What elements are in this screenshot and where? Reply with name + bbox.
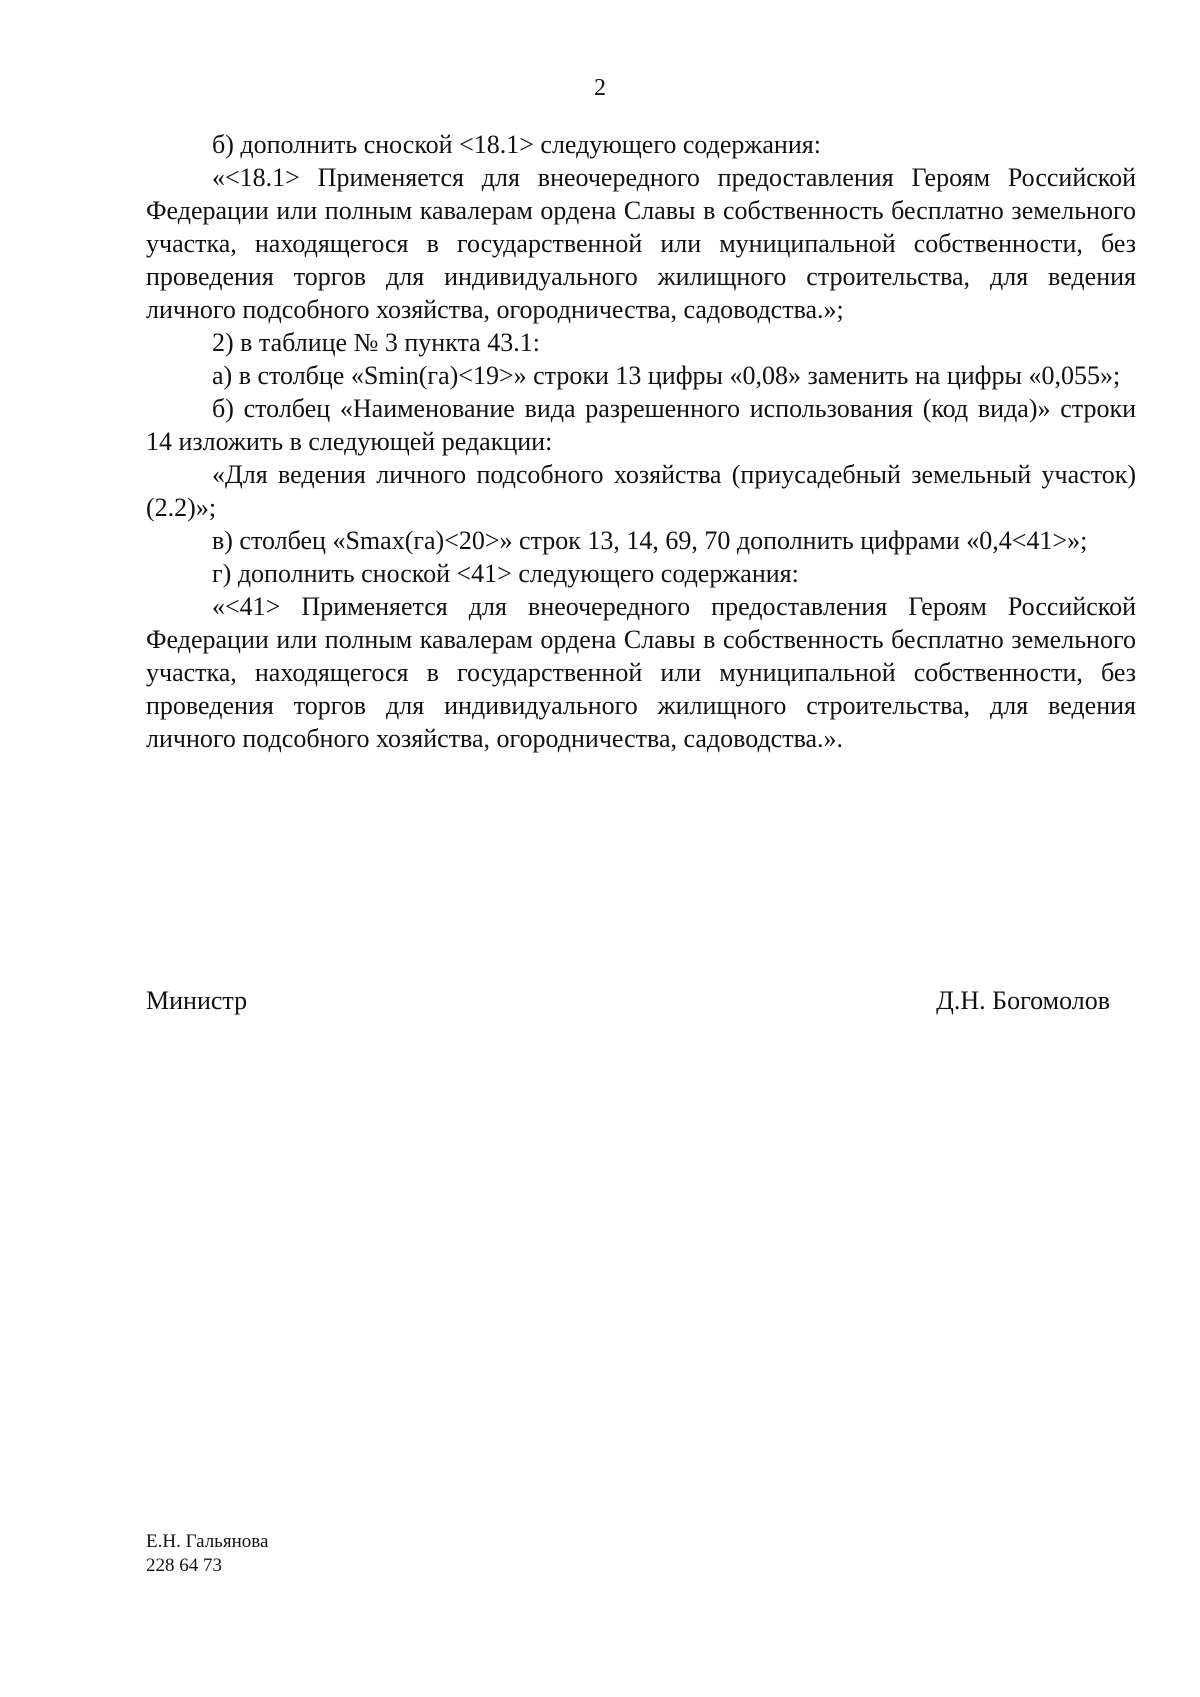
signatory-name: Д.Н. Богомолов	[936, 986, 1110, 1015]
paragraph-amendment-a-smin: а) в столбце «Smin(га)<19>» строки 13 цифры «0,08» заменить на цифры «0,055»;	[212, 361, 1121, 390]
paragraph-amendment-v-smax: в) столбец «Smax(га)<20>» строк 13, 14, 69, 70 дополнить цифрами «0,4<41>»;	[212, 526, 1088, 555]
paragraph-amendment-b-footnote: б) дополнить сноской <18.1> следующего содержания:	[212, 130, 821, 159]
executor-block	[146, 1530, 268, 1578]
signature-block	[146, 984, 1110, 1018]
paragraph-footnote-41: «<41> Применяется для внеочередного предоставления Героям Российской Федерации или полным кавалерам ордена Славы в собственность бесплатно земельного участка, находящегося в государственной или муниципальной собственности, без проведения торгов для индивидуального жилищного строительства, для ведения личного подсобного хозяйства, огородничества, садоводства.».	[146, 592, 1136, 753]
executor-name: Е.Н. Гальянова	[146, 1531, 269, 1552]
signatory-position: Министр	[146, 986, 248, 1015]
executor-phone: 228 64 73	[146, 1555, 222, 1576]
paragraph-amendment-b-column-name: б) столбец «Наименование вида разрешенного использования (код вида)» строки 14 изложить в следующей редакции:	[146, 394, 1136, 456]
paragraph-amendment-g-footnote: г) дополнить сноской <41> следующего содержания:	[212, 559, 799, 588]
paragraph-table-3-item: 2) в таблице № 3 пункта 43.1:	[212, 328, 540, 357]
paragraph-new-wording: «Для ведения личного подсобного хозяйства (приусадебный земельный участок) (2.2)»;	[146, 460, 1136, 522]
paragraph-footnote-18-1: «<18.1> Применяется для внеочередного предоставления Героям Российской Федерации или полным кавалерам ордена Славы в собственность бесплатно земельного участка, находящегося в государственной или муниципальной собственности, без проведения торгов для индивидуального жилищного строительства, для ведения личного подсобного хозяйства, огородничества, садоводства.»;	[146, 163, 1136, 324]
page-number: 2	[594, 75, 606, 101]
document-body	[146, 128, 1136, 755]
